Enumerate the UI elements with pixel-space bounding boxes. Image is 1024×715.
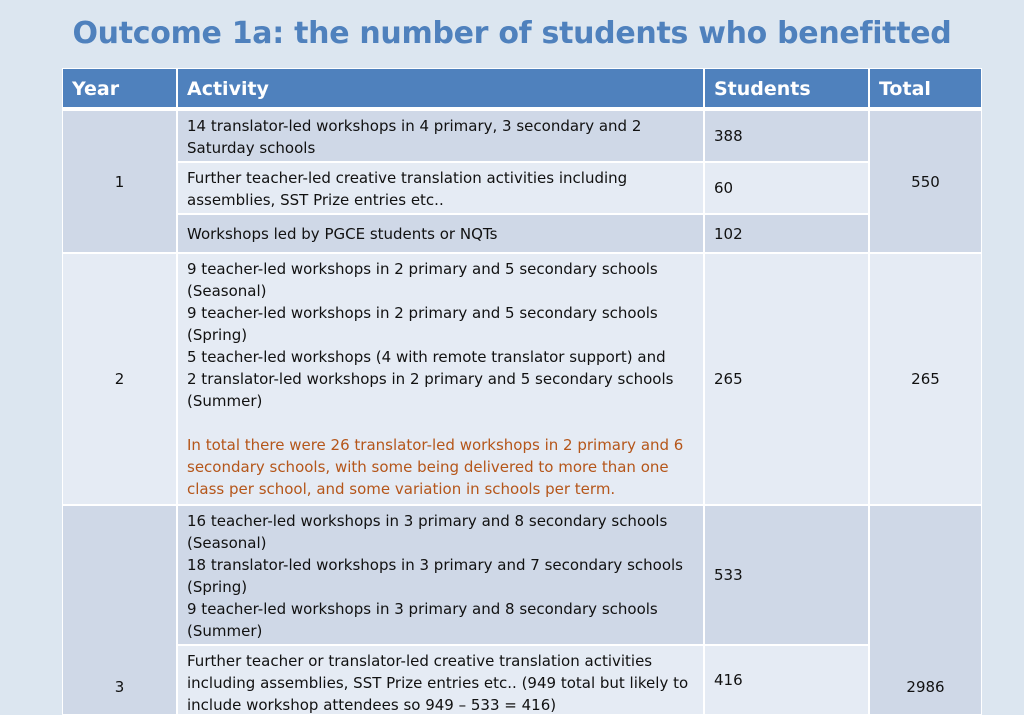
activity-line: 9 teacher-led workshops in 2 primary and 5 secondary schools xyxy=(187,304,658,322)
activity-cell: Workshops led by PGCE students or NQTs xyxy=(177,214,704,253)
students-cell: 102 xyxy=(704,214,869,253)
students-cell: 388 xyxy=(704,110,869,162)
students-cell: 60 xyxy=(704,162,869,214)
activity-line: include workshop attendees so 949 – 533 = 416) xyxy=(187,696,557,714)
activity-line: Further teacher or translator-led creative translation activities xyxy=(187,652,653,670)
header-activity: Activity xyxy=(177,68,704,110)
students-cell: 533 xyxy=(704,505,869,645)
activity-cell: Further teacher-led creative translation activities including assemblies, SST Prize entries etc.. xyxy=(177,162,704,214)
total-note-line: In total there were 26 translator-led workshops in 2 primary and 6 xyxy=(187,436,684,454)
year-cell: 1 xyxy=(62,110,177,253)
header-students: Students xyxy=(704,68,869,110)
students-cell: 265 xyxy=(704,253,869,505)
activity-line: (Spring) xyxy=(187,326,248,344)
page-title: Outcome 1a: the number of students who benefitted xyxy=(72,16,952,51)
header-total: Total xyxy=(869,68,982,110)
outcome-table xyxy=(62,68,982,715)
activity-line: 5 teacher-led workshops (4 with remote translator support) and xyxy=(187,348,666,366)
total-cell: 2986 xyxy=(869,505,982,715)
activity-line: 9 teacher-led workshops in 3 primary and 8 secondary schools xyxy=(187,600,658,618)
total-note-line: class per school, and some variation in schools per term. xyxy=(187,480,616,498)
students-cell: 416 xyxy=(704,645,869,715)
activity-cell xyxy=(177,505,704,645)
activity-cell xyxy=(177,253,704,505)
header-year: Year xyxy=(62,68,177,110)
activity-line: 16 teacher-led workshops in 3 primary and 8 secondary schools xyxy=(187,512,668,530)
activity-cell xyxy=(177,645,704,715)
activity-line: 18 translator-led workshops in 3 primary and 7 secondary schools xyxy=(187,556,683,574)
activity-cell: 14 translator-led workshops in 4 primary, 3 secondary and 2 Saturday schools xyxy=(177,110,704,162)
activity-line: including assemblies, SST Prize entries etc.. (949 total but likely to xyxy=(187,674,689,692)
activity-line: (Seasonal) xyxy=(187,282,267,300)
activity-line: 2 translator-led workshops in 2 primary and 5 secondary schools xyxy=(187,370,674,388)
activity-line: 9 teacher-led workshops in 2 primary and 5 secondary schools xyxy=(187,260,658,278)
activity-line: (Spring) xyxy=(187,578,248,596)
year-cell: 3 xyxy=(62,505,177,715)
activity-line: (Seasonal) xyxy=(187,534,267,552)
activity-line: (Summer) xyxy=(187,392,263,410)
activity-line: (Summer) xyxy=(187,622,263,640)
year-cell: 2 xyxy=(62,253,177,505)
total-cell: 265 xyxy=(869,253,982,505)
total-note-line: secondary schools, with some being delivered to more than one xyxy=(187,458,669,476)
total-cell: 550 xyxy=(869,110,982,253)
